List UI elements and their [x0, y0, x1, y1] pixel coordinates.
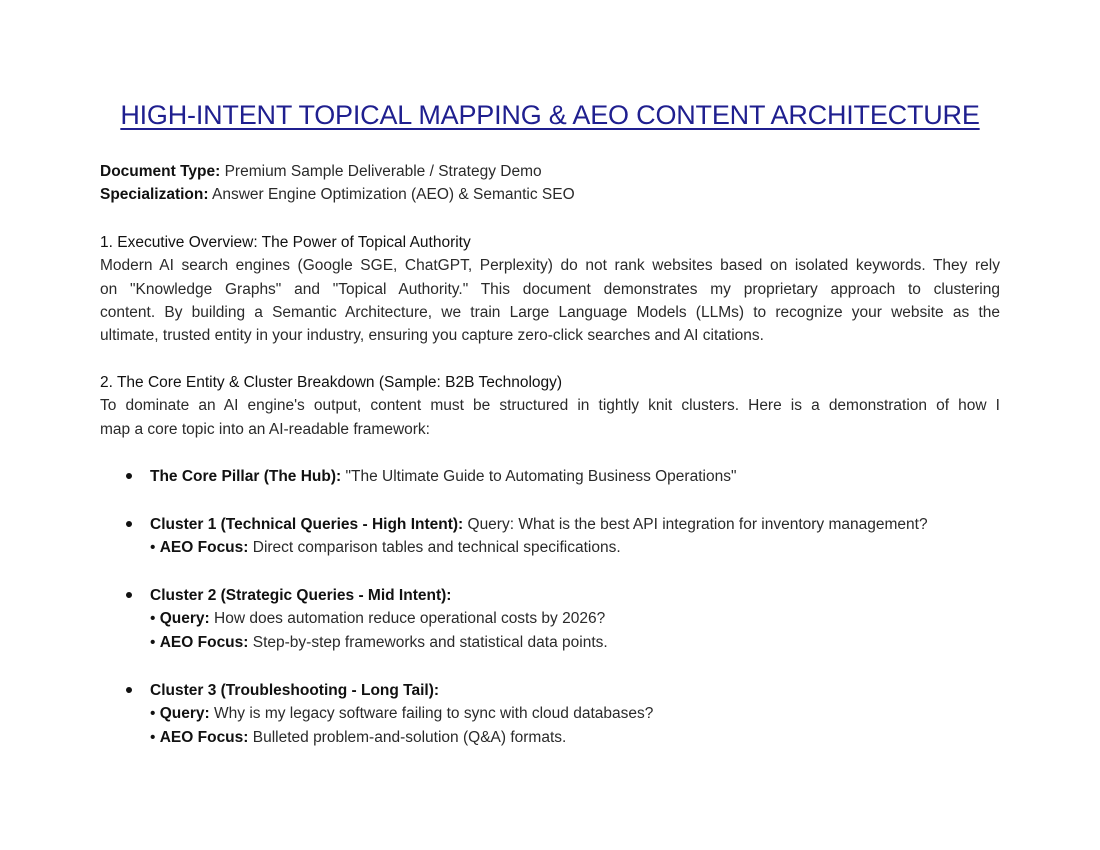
bullet-dot-icon [126, 687, 132, 693]
paragraph-line: To dominate an AI engine's output, content must be structured in tightly knit clusters. Here is a demonstration of how I [100, 397, 1000, 415]
section-heading: 1. Executive Overview: The Power of Topical Authority [100, 234, 471, 251]
bullet-dot-icon [126, 592, 132, 598]
section-paragraph [100, 394, 1000, 441]
sub-bullet-label: AEO Focus: [159, 539, 249, 557]
document-type-value: Premium Sample Deliverable / Strategy Demo [220, 163, 542, 180]
bullet-label: The Core Pillar (The Hub): [150, 468, 342, 485]
paragraph-line: on "Knowledge Graphs" and "Topical Authority." This document demonstrates my proprietary approach to clustering [100, 280, 1000, 298]
bullet-dot-icon [126, 473, 132, 479]
sub-bullet-mark: • [150, 539, 160, 557]
bullet-value: "The Ultimate Guide to Automating Business Operations" [341, 468, 737, 485]
document-page [100, 0, 1000, 850]
paragraph-line: map a core topic into an AI-readable framework: [100, 420, 430, 438]
document-type-line [100, 160, 575, 183]
sub-bullet [150, 702, 653, 725]
bullet-dot-icon [126, 521, 132, 527]
sub-bullet [150, 726, 653, 749]
paragraph-line: Modern AI search engines (Google SGE, ChatGPT, Perplexity) do not rank websites based on isolated keywords. They rely [100, 257, 1000, 275]
sub-bullet-value: Why is my legacy software failing to sync with cloud databases? [209, 705, 654, 723]
sub-bullet-label: AEO Focus: [159, 728, 249, 746]
sub-bullet-value: Direct comparison tables and technical specifications. [248, 539, 621, 557]
specialization-line [100, 183, 575, 206]
bullet-label: Cluster 1 (Technical Queries - High Intent): [150, 516, 464, 533]
sub-bullet [150, 607, 608, 630]
list-item [100, 679, 653, 749]
section-paragraph [100, 254, 1000, 347]
sub-bullet-mark: • [150, 705, 160, 723]
sub-bullet-value: Step-by-step frameworks and statistical data points. [248, 633, 608, 651]
sub-bullet-label: AEO Focus: [159, 633, 249, 651]
list-item [100, 465, 736, 488]
sub-bullet-mark: • [150, 610, 160, 628]
paragraph-line: ultimate, trusted entity in your industry, ensuring you capture zero-click searches and AI citations. [100, 327, 764, 345]
document-type-label: Document Type: [100, 163, 221, 180]
section-executive-overview [100, 231, 1000, 347]
sub-bullet [150, 536, 928, 559]
sub-bullet-value: Bulleted problem-and-solution (Q&A) formats. [248, 728, 567, 746]
document-title: HIGH-INTENT TOPICAL MAPPING & AEO CONTENT ARCHITECTURE [120, 100, 980, 130]
specialization-label: Specialization: [100, 186, 209, 204]
sub-bullet-label: Query: [159, 705, 210, 723]
specialization-value: Answer Engine Optimization (AEO) & Semantic SEO [208, 186, 575, 204]
sub-bullet-label: Query: [159, 610, 210, 628]
section-cluster-breakdown [100, 371, 1000, 441]
sub-bullet-mark: • [150, 728, 160, 746]
sub-bullet-mark: • [150, 633, 160, 651]
bullet-value: Query: What is the best API integration for inventory management? [463, 516, 928, 533]
bullet-label: Cluster 3 (Troubleshooting - Long Tail): [150, 682, 440, 699]
paragraph-line: content. By building a Semantic Architecture, we train Large Language Models (LLMs) to recognize your website as the [100, 303, 1000, 321]
list-item [100, 584, 608, 654]
list-item [100, 513, 928, 560]
sub-bullet [150, 631, 608, 654]
sub-bullet-value: How does automation reduce operational costs by 2026? [209, 610, 606, 628]
bullet-label: Cluster 2 (Strategic Queries - Mid Intent): [150, 587, 452, 604]
document-meta [100, 160, 575, 207]
section-heading: 2. The Core Entity & Cluster Breakdown (Sample: B2B Technology) [100, 374, 563, 391]
